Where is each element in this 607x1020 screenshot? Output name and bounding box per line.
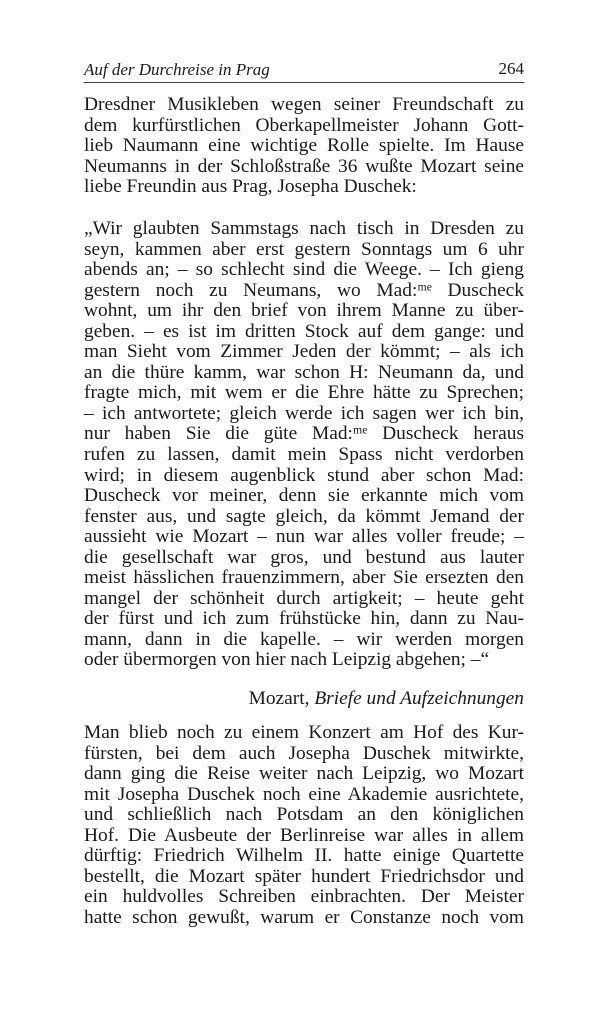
text-line: Man blieb noch zu einem Konzert am Hof des Kur- bbox=[84, 722, 524, 743]
text-line: liebe Freundin aus Prag, Josepha Duschek: bbox=[84, 176, 417, 198]
quote-line: aussieht wie Mozart – nun war alles voller freude; – bbox=[84, 526, 524, 548]
running-header bbox=[84, 58, 524, 83]
text-line: und schließlich nach Potsdam an den königlichen bbox=[84, 804, 524, 826]
text-line: Neumanns in der Schloßstraße 36 wußte Mozart seine bbox=[84, 155, 524, 177]
quote-line: seyn, kammen aber erst gestern Sonntags um 6 uhr bbox=[84, 238, 524, 260]
quote-line: wird; in diesem augenblick stund aber schon Mad: bbox=[84, 464, 524, 486]
text-line: dem kurfürstlichen Oberkapellmeister Johann Gott- bbox=[84, 114, 524, 136]
quote-line: man Sieht vom Zimmer Jeden der kömmt; – als ich bbox=[84, 341, 524, 363]
quote-line: gestern noch zu Neumans, wo Mad:ᵐᵉ Duscheck bbox=[84, 279, 524, 301]
quote-line: oder übermorgen von hier nach Leipzig abgehen; –“ bbox=[84, 649, 490, 671]
quote-line: mangel der schönheit durch artigkeit; – heute geht bbox=[84, 587, 524, 609]
text-line: Hof. Die Ausbeute der Berlinreise war alles in allem bbox=[84, 824, 524, 846]
text-line: mit Josepha Duschek noch eine Akademie ausrichtete, bbox=[84, 783, 524, 805]
text-line: bestellt, die Mozart später hundert Friedrichsdor und bbox=[84, 865, 524, 887]
paragraph-continuation bbox=[84, 723, 524, 928]
quote-line: Duscheck vor meiner, denn sie erkannte mich vom bbox=[84, 485, 524, 507]
text-line: fürsten, bei dem auch Josepha Duschek mitwirkte, bbox=[84, 742, 524, 764]
quote-line: die gesellschaft war gros, und bestund aus lauter bbox=[84, 546, 524, 568]
text-line: dann ging die Reise weiter nach Leipzig, wo Mozart bbox=[84, 763, 524, 785]
attribution-work: Briefe und Aufzeichnungen bbox=[314, 688, 524, 709]
quote-line: fenster aus, und sagte gleich, da kömmt Jemand der bbox=[84, 505, 524, 527]
quote-line: rufen zu lassen, damit mein Spass nicht verdorben bbox=[84, 444, 524, 466]
chapter-title: Auf der Durchreise in Prag bbox=[84, 60, 270, 79]
paragraph-intro bbox=[84, 95, 524, 198]
quote-line: abends an; – so schlecht sind die Weege. – Ich gieng bbox=[84, 259, 524, 281]
quote-line: wohnt, um ihr den brief von ihrem Manne zu über- bbox=[84, 300, 524, 322]
text-line: ein huldvolles Schreiben einbrachten. Der Meister bbox=[84, 886, 524, 908]
text-line: dürftig: Friedrich Wilhelm II. hatte einige Quartette bbox=[84, 845, 524, 867]
text-line: Dresdner Musikleben wegen seiner Freundschaft zu bbox=[84, 94, 524, 115]
attribution-author: Mozart, bbox=[248, 688, 310, 709]
quote-line: fragte mich, mit wem er die Ehre hätte zu Sprechen; bbox=[84, 382, 524, 404]
quote-line: der fürst und ich zum frühstücke hin, dann zu Nau- bbox=[84, 608, 524, 630]
quote-line: – ich antwortete; gleich werde ich sagen wer ich bin, bbox=[84, 402, 524, 424]
quote-line: „Wir glaubten Sammstags nach tisch in Dresden zu bbox=[84, 218, 524, 239]
quote-line: an die thüre kamm, war schon H: Neumann da, und bbox=[84, 361, 524, 383]
text-line: lieb Naumann eine wichtige Rolle spielte. Im Hause bbox=[84, 135, 524, 157]
page-number: 264 bbox=[498, 59, 524, 78]
quote-attribution bbox=[84, 689, 524, 710]
quote-line: geben. – es ist im dritten Stock auf dem gange: und bbox=[84, 320, 524, 342]
letter-quote bbox=[84, 219, 524, 671]
quote-line: mann, dann in die kapelle. – wir werden morgen bbox=[84, 628, 524, 650]
quote-line: meist hässlichen frauenzimmern, aber Sie ersezten den bbox=[84, 567, 524, 589]
text-line: hatte schon gewußt, warum er Constanze noch vom bbox=[84, 906, 524, 928]
quote-line: nur haben Sie die güte Mad:ᵐᵉ Duscheck heraus bbox=[84, 423, 524, 445]
